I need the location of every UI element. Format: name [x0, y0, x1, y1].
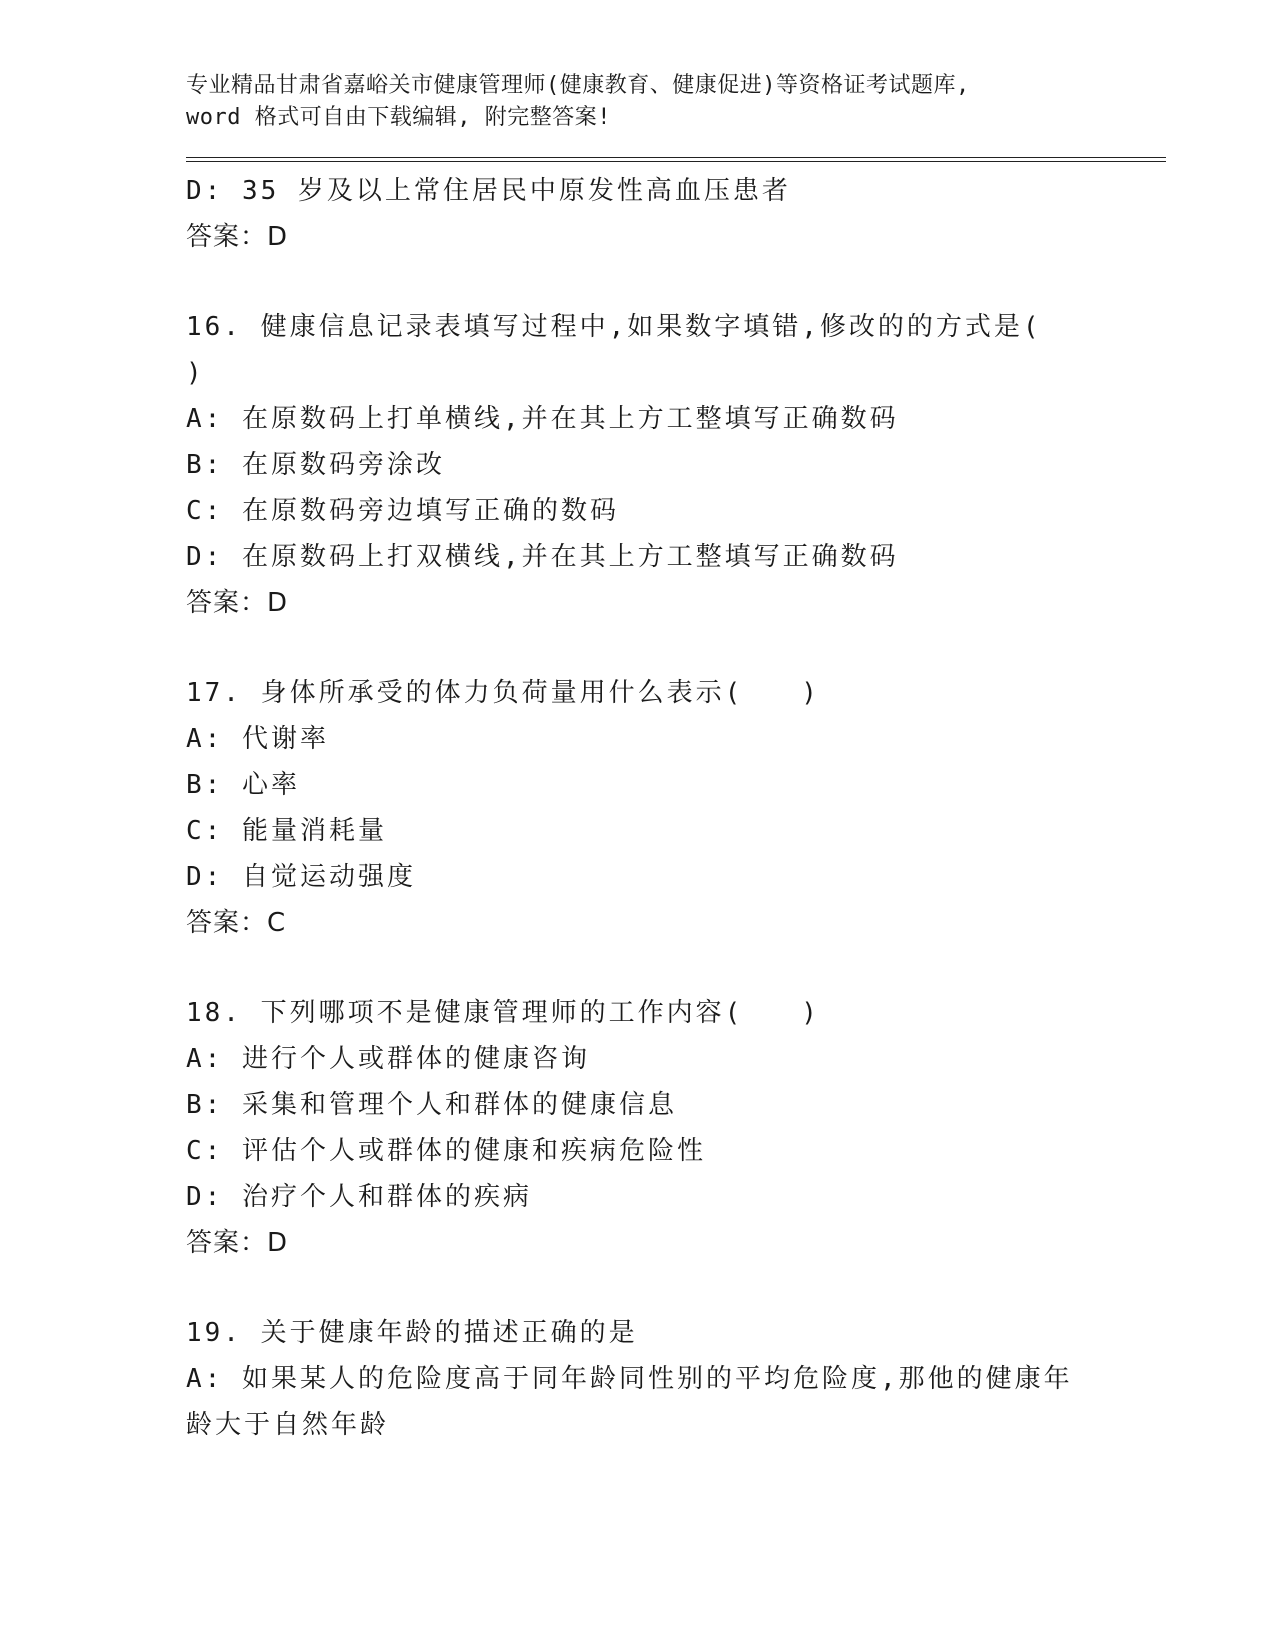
question-stem: 17. 身体所承受的体力负荷量用什么表示( )	[186, 678, 820, 708]
answer-line: 答案：C	[186, 908, 287, 938]
header-title-line-1: 专业精品甘肃省嘉峪关市健康管理师(健康教育、健康促进)等资格证考试题库,	[186, 73, 970, 98]
answer-line: 答案：D	[186, 1228, 289, 1258]
option-a-continued: 龄大于自然年龄	[186, 1410, 390, 1440]
question-stem-continued: )	[186, 358, 205, 388]
option-b: B: 在原数码旁涂改	[186, 450, 445, 480]
option-d: D: 治疗个人和群体的疾病	[186, 1182, 532, 1212]
option-d: D: 在原数码上打双横线,并在其上方工整填写正确数码	[186, 542, 899, 572]
option-c: C: 评估个人或群体的健康和疾病危险性	[186, 1136, 706, 1166]
option-b: B: 采集和管理个人和群体的健康信息	[186, 1090, 677, 1120]
option-a: A: 进行个人或群体的健康咨询	[186, 1044, 590, 1074]
document-page	[186, 70, 1166, 1448]
answer-line: 答案：D	[186, 588, 289, 618]
question-19	[186, 1310, 1166, 1448]
option-a: A: 代谢率	[186, 724, 329, 754]
option-d: D: 自觉运动强度	[186, 862, 416, 892]
header-divider	[186, 157, 1166, 162]
question-15-tail	[186, 168, 1166, 260]
header-title-line-2: word 格式可自由下载编辑, 附完整答案!	[186, 105, 611, 130]
answer-line: 答案：D	[186, 222, 289, 252]
question-stem: 16. 健康信息记录表填写过程中,如果数字填错,修改的的方式是(	[186, 312, 1042, 342]
document-header	[186, 70, 1166, 134]
question-17	[186, 670, 1166, 946]
option-c: C: 在原数码旁边填写正确的数码	[186, 496, 619, 526]
option-a: A: 如果某人的危险度高于同年龄同性别的平均危险度,那他的健康年	[186, 1364, 1073, 1394]
question-16	[186, 304, 1166, 626]
question-stem: 18. 下列哪项不是健康管理师的工作内容( )	[186, 998, 820, 1028]
question-18	[186, 990, 1166, 1266]
option-a: A: 在原数码上打单横线,并在其上方工整填写正确数码	[186, 404, 899, 434]
option-c: C: 能量消耗量	[186, 816, 387, 846]
question-stem: 19. 关于健康年龄的描述正确的是	[186, 1318, 638, 1348]
option-d: D: 35 岁及以上常住居民中原发性高血压患者	[186, 176, 791, 206]
option-b: B: 心率	[186, 770, 300, 800]
